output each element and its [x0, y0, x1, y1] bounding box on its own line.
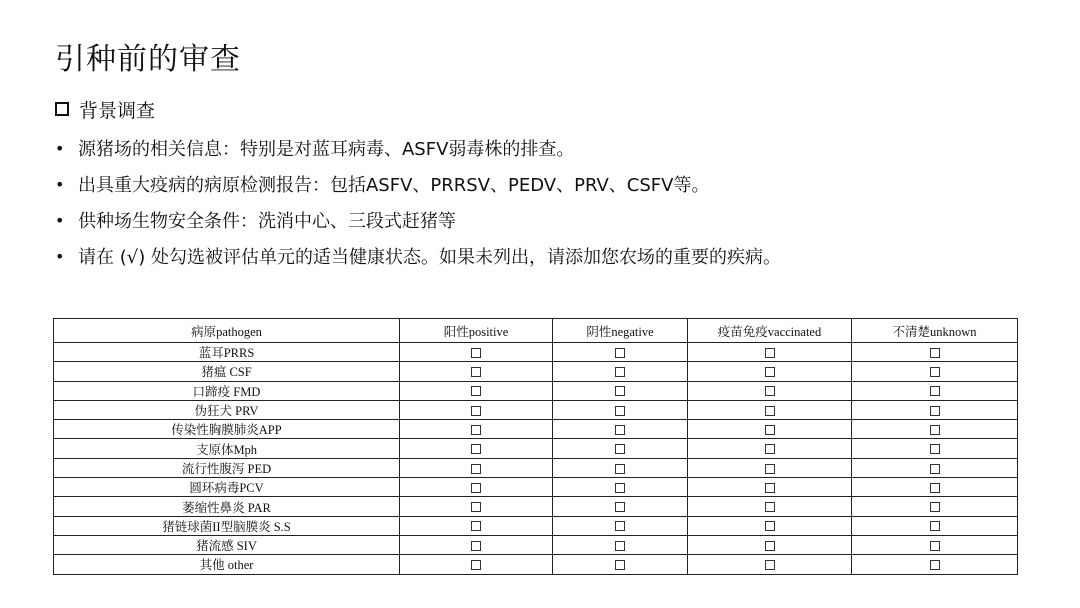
- positive-cell: [400, 555, 553, 574]
- negative-checkbox[interactable]: [615, 502, 625, 512]
- bullet-list: [55, 130, 781, 274]
- negative-checkbox[interactable]: [615, 444, 625, 454]
- table-row: [54, 516, 1018, 535]
- pathogen-cell: 伪狂犬 PRV: [54, 400, 400, 419]
- negative-cell: [553, 516, 688, 535]
- positive-checkbox[interactable]: [471, 386, 481, 396]
- positive-checkbox[interactable]: [471, 483, 481, 493]
- negative-checkbox[interactable]: [615, 521, 625, 531]
- unknown-cell: [852, 362, 1018, 381]
- negative-cell: [553, 420, 688, 439]
- table-body: [54, 343, 1018, 575]
- negative-checkbox[interactable]: [615, 367, 625, 377]
- vaccinated-cell: [688, 439, 852, 458]
- pathogen-cell: 猪流感 SIV: [54, 535, 400, 554]
- negative-cell: [553, 497, 688, 516]
- positive-cell: [400, 497, 553, 516]
- positive-checkbox[interactable]: [471, 560, 481, 570]
- positive-checkbox[interactable]: [471, 502, 481, 512]
- section-heading-label: 背景调查: [79, 99, 156, 122]
- positive-cell: [400, 516, 553, 535]
- positive-cell: [400, 381, 553, 400]
- negative-checkbox[interactable]: [615, 464, 625, 474]
- negative-cell: [553, 381, 688, 400]
- table-row: [54, 535, 1018, 554]
- unknown-checkbox[interactable]: [930, 521, 940, 531]
- table-row: [54, 478, 1018, 497]
- positive-checkbox[interactable]: [471, 464, 481, 474]
- pathogen-cell: 猪瘟 CSF: [54, 362, 400, 381]
- positive-cell: [400, 478, 553, 497]
- vaccinated-cell: [688, 400, 852, 419]
- header-positive: 阳性positive: [400, 319, 553, 343]
- pathogen-status-table: [53, 318, 1018, 575]
- unknown-cell: [852, 535, 1018, 554]
- bullet-text: 供种场生物安全条件：洗消中心、三段式赶猪等: [78, 211, 456, 232]
- vaccinated-cell: [688, 555, 852, 574]
- unknown-checkbox[interactable]: [930, 464, 940, 474]
- table-row: [54, 362, 1018, 381]
- negative-checkbox[interactable]: [615, 386, 625, 396]
- bullet-text: 出具重大疫病的病原检测报告：包括ASFV、PRRSV、PEDV、PRV、CSFV等。: [78, 175, 710, 196]
- slide-title: 引种前的审查: [55, 42, 241, 77]
- vaccinated-checkbox[interactable]: [765, 386, 775, 396]
- header-vaccinated: 疫苗免疫vaccinated: [688, 319, 852, 343]
- vaccinated-checkbox[interactable]: [765, 502, 775, 512]
- unknown-cell: [852, 381, 1018, 400]
- negative-checkbox[interactable]: [615, 560, 625, 570]
- positive-cell: [400, 458, 553, 477]
- unknown-checkbox[interactable]: [930, 541, 940, 551]
- pathogen-cell: 猪链球菌II型脑膜炎 S.S: [54, 516, 400, 535]
- bullet-dot-icon: •: [55, 246, 65, 266]
- table-row: [54, 381, 1018, 400]
- header-unknown: 不清楚unknown: [852, 319, 1018, 343]
- negative-cell: [553, 535, 688, 554]
- negative-cell: [553, 478, 688, 497]
- bullet-text: 源猪场的相关信息：特别是对蓝耳病毒、ASFV弱毒株的排查。: [78, 139, 575, 160]
- table-header-row: [54, 319, 1018, 343]
- unknown-cell: [852, 555, 1018, 574]
- table-row: [54, 439, 1018, 458]
- positive-cell: [400, 362, 553, 381]
- positive-cell: [400, 343, 553, 362]
- pathogen-cell: 传染性胸膜肺炎APP: [54, 420, 400, 439]
- vaccinated-cell: [688, 516, 852, 535]
- unknown-cell: [852, 478, 1018, 497]
- positive-cell: [400, 400, 553, 419]
- negative-checkbox[interactable]: [615, 406, 625, 416]
- unknown-cell: [852, 400, 1018, 419]
- vaccinated-checkbox[interactable]: [765, 483, 775, 493]
- vaccinated-checkbox[interactable]: [765, 367, 775, 377]
- vaccinated-checkbox[interactable]: [765, 348, 775, 358]
- negative-checkbox[interactable]: [615, 541, 625, 551]
- negative-checkbox[interactable]: [615, 348, 625, 358]
- table-row: [54, 555, 1018, 574]
- unknown-checkbox[interactable]: [930, 386, 940, 396]
- unknown-checkbox[interactable]: [930, 502, 940, 512]
- vaccinated-checkbox[interactable]: [765, 425, 775, 435]
- negative-cell: [553, 362, 688, 381]
- unknown-cell: [852, 516, 1018, 535]
- positive-checkbox[interactable]: [471, 521, 481, 531]
- positive-checkbox[interactable]: [471, 367, 481, 377]
- pathogen-cell: 口蹄疫 FMD: [54, 381, 400, 400]
- unknown-checkbox[interactable]: [930, 348, 940, 358]
- positive-cell: [400, 535, 553, 554]
- unknown-cell: [852, 343, 1018, 362]
- bullet-item: [55, 130, 781, 166]
- vaccinated-checkbox[interactable]: [765, 444, 775, 454]
- pathogen-cell: 蓝耳PRRS: [54, 343, 400, 362]
- vaccinated-cell: [688, 362, 852, 381]
- vaccinated-checkbox[interactable]: [765, 464, 775, 474]
- vaccinated-checkbox[interactable]: [765, 541, 775, 551]
- vaccinated-cell: [688, 535, 852, 554]
- vaccinated-cell: [688, 497, 852, 516]
- unknown-cell: [852, 497, 1018, 516]
- unknown-cell: [852, 439, 1018, 458]
- negative-cell: [553, 458, 688, 477]
- unknown-checkbox[interactable]: [930, 367, 940, 377]
- vaccinated-checkbox[interactable]: [765, 560, 775, 570]
- positive-checkbox[interactable]: [471, 425, 481, 435]
- bullet-item: [55, 238, 781, 274]
- bullet-dot-icon: •: [55, 138, 65, 158]
- table-row: [54, 458, 1018, 477]
- square-bullet-icon: [55, 102, 69, 116]
- bullet-text: 请在 (√) 处勾选被评估单元的适当健康状态。如果未列出，请添加您农场的重要的疾病。: [78, 247, 781, 268]
- table-row: [54, 420, 1018, 439]
- unknown-checkbox[interactable]: [930, 444, 940, 454]
- vaccinated-cell: [688, 420, 852, 439]
- negative-cell: [553, 400, 688, 419]
- unknown-checkbox[interactable]: [930, 560, 940, 570]
- bullet-dot-icon: •: [55, 210, 65, 230]
- pathogen-cell: 萎缩性鼻炎 PAR: [54, 497, 400, 516]
- unknown-cell: [852, 458, 1018, 477]
- negative-cell: [553, 343, 688, 362]
- positive-checkbox[interactable]: [471, 541, 481, 551]
- unknown-checkbox[interactable]: [930, 483, 940, 493]
- negative-cell: [553, 439, 688, 458]
- bullet-dot-icon: •: [55, 174, 65, 194]
- vaccinated-cell: [688, 381, 852, 400]
- vaccinated-checkbox[interactable]: [765, 521, 775, 531]
- vaccinated-cell: [688, 343, 852, 362]
- section-heading: [55, 94, 155, 124]
- table-row: [54, 497, 1018, 516]
- pathogen-cell: 其他 other: [54, 555, 400, 574]
- table-row: [54, 400, 1018, 419]
- vaccinated-cell: [688, 458, 852, 477]
- unknown-cell: [852, 420, 1018, 439]
- pathogen-cell: 流行性腹泻 PED: [54, 458, 400, 477]
- negative-checkbox[interactable]: [615, 425, 625, 435]
- bullet-item: [55, 202, 781, 238]
- positive-checkbox[interactable]: [471, 348, 481, 358]
- vaccinated-checkbox[interactable]: [765, 406, 775, 416]
- positive-checkbox[interactable]: [471, 406, 481, 416]
- unknown-checkbox[interactable]: [930, 406, 940, 416]
- bullet-item: [55, 166, 781, 202]
- unknown-checkbox[interactable]: [930, 425, 940, 435]
- positive-checkbox[interactable]: [471, 444, 481, 454]
- pathogen-cell: 支原体Mph: [54, 439, 400, 458]
- table-row: [54, 343, 1018, 362]
- negative-checkbox[interactable]: [615, 483, 625, 493]
- header-negative: 阴性negative: [553, 319, 688, 343]
- positive-cell: [400, 420, 553, 439]
- negative-cell: [553, 555, 688, 574]
- pathogen-cell: 圆环病毒PCV: [54, 478, 400, 497]
- positive-cell: [400, 439, 553, 458]
- vaccinated-cell: [688, 478, 852, 497]
- header-pathogen: 病原pathogen: [54, 319, 400, 343]
